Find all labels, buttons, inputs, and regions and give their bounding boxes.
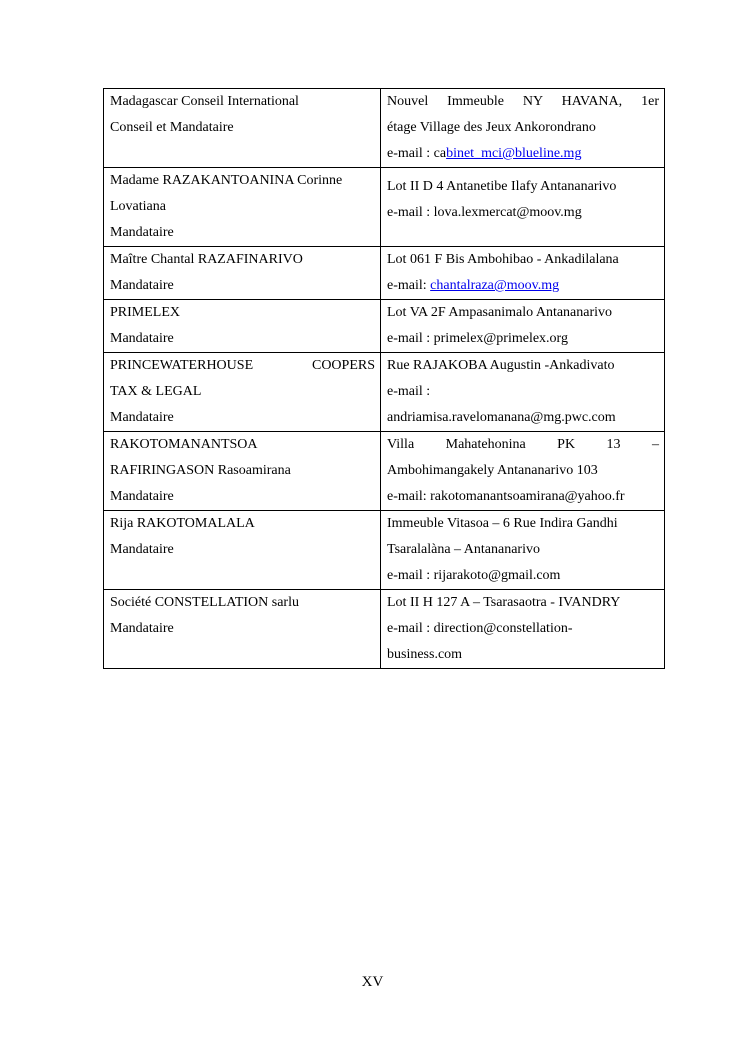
entry-role: Mandataire [110,225,174,240]
entry-name: Rija RAKOTOMALALA [110,516,255,531]
entry-email: e-mail : direction@constellation- [387,621,573,636]
entry-address-line: étage Village des Jeux Ankorondrano [387,120,596,135]
entry-name: RAFIRINGASON Rasoamirana [110,463,291,478]
entry-name: PRINCEWATERHOUSE COOPERS [110,358,375,373]
email-link[interactable]: binet_mci@blueline.mg [446,146,582,161]
entry-address-line: Rue RAJAKOBA Augustin -Ankadivato [387,358,615,373]
entry-name: Madame RAZAKANTOANINA Corinne [110,173,343,188]
entry-address-line: Lot VA 2F Ampasanimalo Antananarivo [387,305,613,320]
table-row [104,247,665,300]
entry-name: Lovatiana [110,199,166,214]
entry-name: Maître Chantal RAZAFINARIVO [110,252,303,267]
entry-address-line: Immeuble Vitasoa – 6 Rue Indira Gandhi [387,516,618,531]
page-number: XV [361,974,384,990]
entry-address-line: Lot II D 4 Antanetibe Ilafy Antananarivo [387,179,617,194]
table-row [104,590,665,669]
entry-name-cell [104,511,381,590]
entry-role: Conseil et Mandataire [110,120,234,135]
email-prefix: e-mail: [387,278,431,293]
entry-role: Mandataire [110,410,174,425]
entry-email: e-mail : rijarakoto@gmail.com [387,568,561,583]
entry-address-line: Tsaralalàna – Antananarivo [387,542,540,557]
table-row [104,511,665,590]
entry-name-cell [104,300,381,353]
entry-email: business.com [387,647,463,662]
entry-email: e-mail: rakotomanantsoamirana@yahoo.fr [387,489,625,504]
entry-name-cell [104,168,381,247]
entry-address-cell [381,300,665,353]
entry-name-cell [104,432,381,511]
email-link[interactable]: chantalraza@moov.mg [430,278,560,293]
entry-name-cell [104,353,381,432]
entry-address-line: Nouvel Immeuble NY HAVANA, 1er [387,94,659,109]
entry-address-cell [381,89,665,168]
entry-email [387,273,659,299]
entry-name-cell [104,590,381,669]
entry-address-cell [381,432,665,511]
entry-role: Mandataire [110,331,174,346]
entry-address-cell [381,168,665,247]
entry-name: RAKOTOMANANTSOA [110,437,258,452]
table-row [104,300,665,353]
entry-name: Madagascar Conseil International [110,94,299,109]
entry-role: Mandataire [110,278,174,293]
entry-address-line: Lot II H 127 A – Tsarasaotra - IVANDRY [387,595,621,610]
entry-name: Société CONSTELLATION sarlu [110,595,299,610]
table-row [104,353,665,432]
table-row [104,432,665,511]
entry-name: PRIMELEX [110,305,180,320]
entry-email: andriamisa.ravelomanana@mg.pwc.com [387,410,616,425]
entry-address-cell [381,511,665,590]
mandataire-directory-table [103,88,665,669]
entry-address-line: Ambohimangakely Antananarivo 103 [387,463,598,478]
entry-email: e-mail : lova.lexmercat@moov.mg [387,205,582,220]
table-row [104,89,665,168]
table-row [104,168,665,247]
entry-email: e-mail : primelex@primelex.org [387,331,568,346]
entry-address-line: Villa Mahatehonina PK 13 – [387,437,659,452]
entry-email [387,141,659,167]
entry-address-cell [381,353,665,432]
entry-address-cell [381,590,665,669]
entry-name: TAX & LEGAL [110,384,202,399]
entry-role: Mandataire [110,489,174,504]
entry-email-label: e-mail : [387,384,431,399]
entry-role: Mandataire [110,621,174,636]
entry-address-cell [381,247,665,300]
email-prefix: e-mail : ca [387,146,447,161]
entry-role: Mandataire [110,542,174,557]
entry-name-cell [104,247,381,300]
entry-address-line: Lot 061 F Bis Ambohibao - Ankadilalana [387,252,619,267]
entry-name-cell [104,89,381,168]
